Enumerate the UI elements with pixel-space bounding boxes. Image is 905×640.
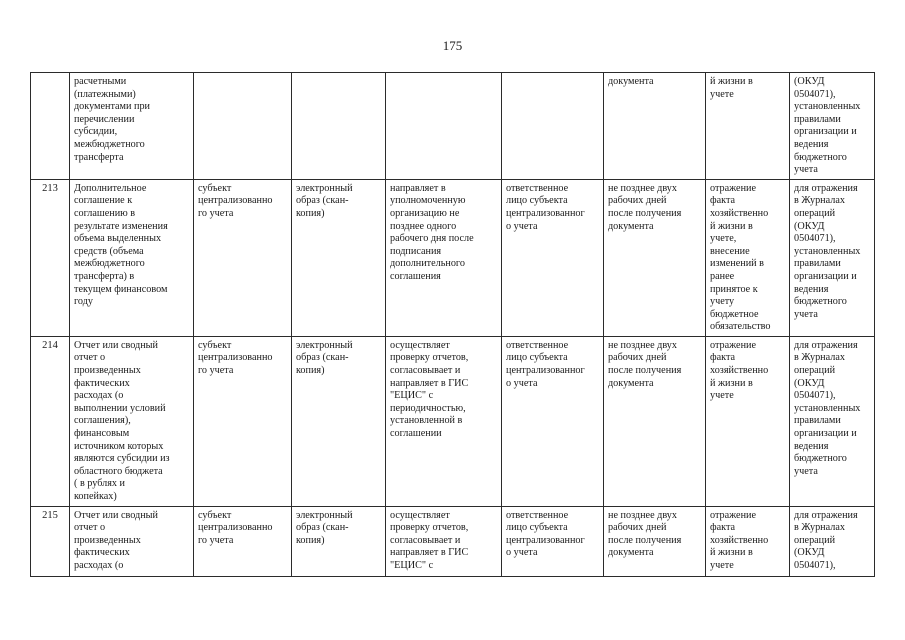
page-number: 175 [442,38,463,53]
responsible-cell: ответственное лицо субъекта централизованног о учета [502,506,604,576]
table-row [31,179,875,336]
purpose-cell: отражение факта хозяйственно й жизни в учете [706,506,790,576]
deadline-cell: не позднее двух рабочих дней после получения документа [604,179,706,336]
purpose-cell: отражение факта хозяйственно й жизни в учете, внесение изменений в ранее принятое к учету бюджетное обязательство [706,179,790,336]
author-cell: субъект централизованно го учета [194,179,292,336]
format-cell: электронный образ (скан- копия) [292,179,386,336]
purpose-cell: й жизни в учете [706,73,790,180]
table-row [31,506,875,576]
table-row [31,336,875,506]
responsible-cell [502,73,604,180]
table-row [31,73,875,180]
deadline-cell: документа [604,73,706,180]
author-cell: субъект централизованно го учета [194,336,292,506]
action-cell: направляет в уполномоченную организацию не позднее одного рабочего дня после подписания дополнительного соглашения [386,179,502,336]
usage-cell: для отражения в Журналах операций (ОКУД 0504071), установленных правилами организации и ведения бюджетного учета [790,179,875,336]
action-cell: осуществляет проверку отчетов, согласовывает и направляет в ГИС "ЕЦИС" с [386,506,502,576]
author-cell [194,73,292,180]
usage-cell: (ОКУД 0504071), установленных правилами организации и ведения бюджетного учета [790,73,875,180]
format-cell: электронный образ (скан- копия) [292,506,386,576]
usage-cell: для отражения в Журналах операций (ОКУД 0504071), установленных правилами организации и ведения бюджетного учета [790,336,875,506]
records-table [30,72,875,577]
document-name-cell: расчетными (платежными) документами при перечислении субсидии, межбюджетного трансферта [70,73,194,180]
document-name-cell: Отчет или сводный отчет о произведенных фактических расходах (о [70,506,194,576]
row-number: 213 [31,179,70,336]
document-name-cell: Отчет или сводный отчет о произведенных фактических расходах (о выполнении условий соглашения), финансовым источником которых являются субсидии из областного бюджета ( в рублях и копейках) [70,336,194,506]
purpose-cell: отражение факта хозяйственно й жизни в учете [706,336,790,506]
deadline-cell: не позднее двух рабочих дней после получения документа [604,336,706,506]
responsible-cell: ответственное лицо субъекта централизованног о учета [502,336,604,506]
action-cell: осуществляет проверку отчетов, согласовывает и направляет в ГИС "ЕЦИС" с периодичностью, установленной в соглашении [386,336,502,506]
row-number [31,73,70,180]
deadline-cell: не позднее двух рабочих дней после получения документа [604,506,706,576]
format-cell [292,73,386,180]
usage-cell: для отражения в Журналах операций (ОКУД 0504071), [790,506,875,576]
format-cell: электронный образ (скан- копия) [292,336,386,506]
row-number: 215 [31,506,70,576]
responsible-cell: ответственное лицо субъекта централизованног о учета [502,179,604,336]
document-name-cell: Дополнительное соглашение к соглашению в результате изменения объема выделенных средств (объема межбюджетного трансферта) в текущем финансовом году [70,179,194,336]
row-number: 214 [31,336,70,506]
author-cell: субъект централизованно го учета [194,506,292,576]
action-cell [386,73,502,180]
